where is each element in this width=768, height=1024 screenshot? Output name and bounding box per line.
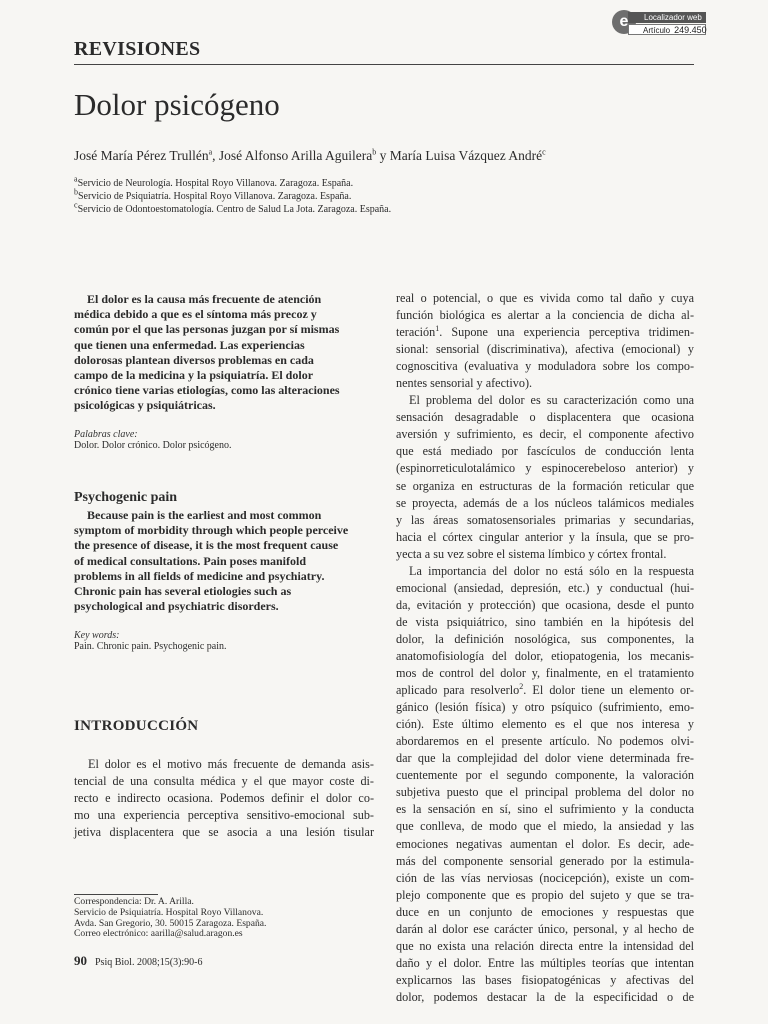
body-line: cognoscitiva (evaluativa y moduladora sobre los compo-: [396, 359, 694, 374]
body-line: se organiza en estructuras de la formación reticular que: [396, 478, 694, 493]
affiliation-text: Servicio de Odontoestomatología. Centro de Salud La Jota. Zaragoza. España.: [77, 203, 392, 215]
body-line: ción). Este último elemento es el que nos interesa y: [396, 717, 694, 732]
introduction-heading: INTRODUCCIÓN: [74, 718, 199, 734]
footnote-line: Servicio de Psiquiatría. Hospital Royo Villanova.: [74, 906, 264, 918]
body-line: (espinorreticulotalámico y espinocerebeloso anterior) y: [396, 461, 694, 476]
english-title: Psychogenic pain: [74, 490, 178, 505]
body-line: El dolor es el motivo más frecuente de demanda asis-: [88, 757, 374, 771]
body-line: darán al dolor ese carácter único, personal, y al hecho de: [396, 921, 694, 936]
author-affiliation-mark: c: [542, 147, 546, 157]
body-line: plejo componente que es propio del sujeto y que se tra-: [396, 887, 694, 902]
body-line: que no exista una relación directa entre la intensidad del: [396, 938, 694, 953]
body-line: real o potencial, o que es vivida como tal daño y cuya: [396, 291, 694, 305]
abstract-english: [74, 508, 374, 614]
abstract-line: Chronic pain has several etiologies such as: [74, 584, 292, 599]
badge-article: [628, 24, 706, 35]
body-line: y las áreas somatosensoriales primarias y secundarias,: [396, 512, 694, 527]
page-number: 90: [74, 953, 87, 968]
author-name: José Alfonso Arilla Aguilera: [218, 148, 373, 163]
author-affiliation-mark: b: [372, 147, 377, 157]
abstract-line: común por el que las personas juzgan por sí mismas: [74, 322, 340, 337]
affiliation-mark: b: [74, 187, 78, 197]
abstract-line: crónico tiene varias etiologías, como las alteraciones: [74, 383, 340, 398]
body-line: El problema del dolor es su caracterización como una: [409, 393, 694, 408]
body-line: dolor, la definición nosológica, sus componentes, la: [396, 631, 694, 646]
footnote-rule: [74, 894, 158, 895]
body-line: se proyecta, además de a los núcleos talámicos mediales: [396, 495, 694, 510]
abstract-line: El dolor es la causa más frecuente de atención: [87, 292, 322, 306]
body-line: duce en un conjunto de emociones y respuestas que: [396, 904, 694, 919]
body-line: mos de control del dolor y, finalmente, en el tratamiento: [396, 666, 694, 681]
e-logo-icon: e: [612, 10, 636, 34]
body-line: que está mediado por fascículos de conducción lenta: [396, 444, 694, 459]
body-line: emociones negativas aumentan el dolor. Es decir, ade-: [396, 836, 694, 851]
author-list: José María Pérez Trullén$^a$, José Alfonso Arilla Aguilera$^b$ y María Luisa Vázquez André$^c$: [74, 147, 546, 163]
abstract-line: of medical consultations. Pain poses manifold: [74, 553, 307, 568]
author-name: José María Pérez Trullén: [74, 148, 209, 163]
body-line: anatomofisiología del dolor, etiopatogenia, los mecanis-: [396, 648, 694, 663]
affiliation-text: Servicio de Neurología. Hospital Royo Villanova. Zaragoza. España.: [77, 178, 354, 189]
body-line: es la sensación en sí, sino el sufrimiento y la conducta: [396, 802, 694, 817]
body-line: gánico (lesión física) y otro psíquico (sufrimiento, emo-: [396, 700, 694, 715]
body-line: aplicado para resolverlo$^2$. El dolor tiene un elemento or-: [396, 682, 694, 698]
abstract-spanish: [74, 292, 374, 414]
keywords-text: Pain. Chronic pain. Psychogenic pain.: [74, 641, 227, 652]
body-line: subjetiva puesto que el principal problema del dolor no: [396, 785, 694, 800]
abstract-line: symptom of morbidity through which people perceive: [74, 523, 349, 538]
body-line: sensación desagradable o displacentera que ocasiona: [396, 410, 694, 425]
correspondence-footnote: [74, 897, 266, 940]
body-line: más del componente sensorial generado por la estimula-: [396, 853, 694, 868]
body-line: jetiva displacentera que se asocia a una lesión tisular: [74, 825, 374, 839]
badge-label: Localizador web: [628, 12, 706, 23]
badge-article-number: 249.450: [674, 25, 707, 35]
badge-article-label: Artículo: [643, 26, 671, 35]
body-line: teración$^1$. Supone una experiencia perceptiva tridimen-: [396, 324, 694, 340]
body-line: daño y el dolor. Entre las múltiples teorías que intentan: [396, 955, 694, 970]
page-footer: [74, 953, 203, 969]
affiliation: [74, 187, 391, 204]
affiliation: [74, 200, 392, 217]
abstract-line: Because pain is the earliest and most common: [87, 508, 322, 522]
footnote-line: Correo electrónico: aarilla@salud.aragon.es: [74, 928, 243, 940]
affiliation-text: Servicio de Psiquiatría. Hospital Royo Villanova. Zaragoza. España.: [78, 190, 352, 202]
body-line: explicarnos las bases fisiopatogénicas y afectivas del: [396, 972, 694, 987]
abstract-line: the presence of disease, it is the most frequent cause: [74, 538, 339, 553]
body-line: aversión y sufrimiento, es decir, el componente afectivo: [396, 427, 694, 442]
body-line: abordaremos en el presente artículo. No podemos olvi-: [396, 734, 694, 749]
abstract-line: que tienen una enfermedad. Las experiencias: [74, 337, 305, 352]
body-line: que conlleva, de modo que el miedo, la ansiedad y las: [396, 819, 694, 834]
keywords-spanish: [74, 429, 231, 451]
keywords-label: Key words:: [74, 630, 120, 641]
reference-mark: 2: [519, 682, 524, 692]
abstract-line: campo de la medicina y la psiquiatría. El dolor: [74, 368, 314, 383]
reference-mark: 1: [435, 324, 440, 334]
body-line: de vista psiquiátrico, sino también en la hipótesis del: [396, 614, 694, 629]
section-rule: [74, 64, 694, 65]
keywords-english: [74, 630, 226, 652]
footnote-line: Avda. San Gregorio, 30. 50015 Zaragoza. España.: [74, 917, 267, 929]
journal-citation: Psiq Biol. 2008;15(3):90-6: [95, 957, 203, 968]
abstract-line: psychological and psychiatric disorders.: [74, 599, 279, 614]
abstract-line: problems in all fields of medicine and psychiatry.: [74, 568, 325, 583]
affiliation-list: [74, 174, 392, 216]
body-line: tencial de una consulta médica y el que mayor coste di-: [74, 774, 374, 788]
body-line: mo una experiencia perceptiva sensitivo-emocional sub-: [74, 808, 374, 822]
body-right-column: [396, 290, 694, 1006]
body-line: yecta a su vez sobre el sistema límbico y córtex frontal.: [396, 546, 667, 561]
body-line: ción de las vías nerviosas (nocicepción), existe un com-: [396, 870, 694, 885]
introduction-body: [74, 756, 374, 841]
article-title: Dolor psicógeno: [74, 87, 280, 122]
affiliation: [74, 174, 391, 191]
body-line: hacia el córtex cingular anterior y la ínsula, que se pro-: [396, 529, 694, 544]
body-line: recto e indirecto ocasiona. Podemos definir el dolor co-: [74, 791, 374, 805]
section-heading: REVISIONES: [74, 38, 201, 60]
abstract-line: médica debido a que es el síntoma más precoz y: [74, 307, 317, 322]
body-line: sional: sensorial (discriminativa), afectiva (emocional) y: [396, 342, 694, 357]
abstract-line: psicológicas y psiquiátricas.: [74, 398, 216, 413]
affiliation-mark: c: [74, 200, 78, 210]
author-name: María Luisa Vázquez André: [389, 148, 543, 163]
body-line: cuentemente por el segundo componente, la valoración: [396, 768, 694, 783]
body-line: función biológica es alertar a la conciencia de dicha al-: [396, 308, 694, 323]
web-locator-badge: [612, 8, 707, 38]
abstract-line: dolorosas plantean diversos problemas en cada: [74, 352, 314, 367]
keywords-text: Dolor. Dolor crónico. Dolor psicógeno.: [74, 440, 232, 451]
body-line: emocional (ansiedad, depresión, etc.) y conductual (hui-: [396, 580, 694, 595]
body-line: da, evitación y protección) que ocasiona, desde el punto: [396, 597, 694, 612]
body-line: nentes sensorial y afectivo).: [396, 376, 533, 391]
body-line: dar que la complejidad del dolor viene determinada fre-: [396, 751, 694, 766]
body-line: dolor, podemos destacar la de la especificidad o de: [396, 989, 694, 1004]
affiliation-mark: a: [74, 174, 78, 184]
keywords-label: Palabras clave:: [74, 429, 138, 440]
author-affiliation-mark: a: [208, 147, 213, 157]
body-line: La importancia del dolor no está sólo en la respuesta: [409, 563, 694, 578]
footnote-line: Correspondencia: Dr. A. Arilla.: [74, 896, 194, 907]
